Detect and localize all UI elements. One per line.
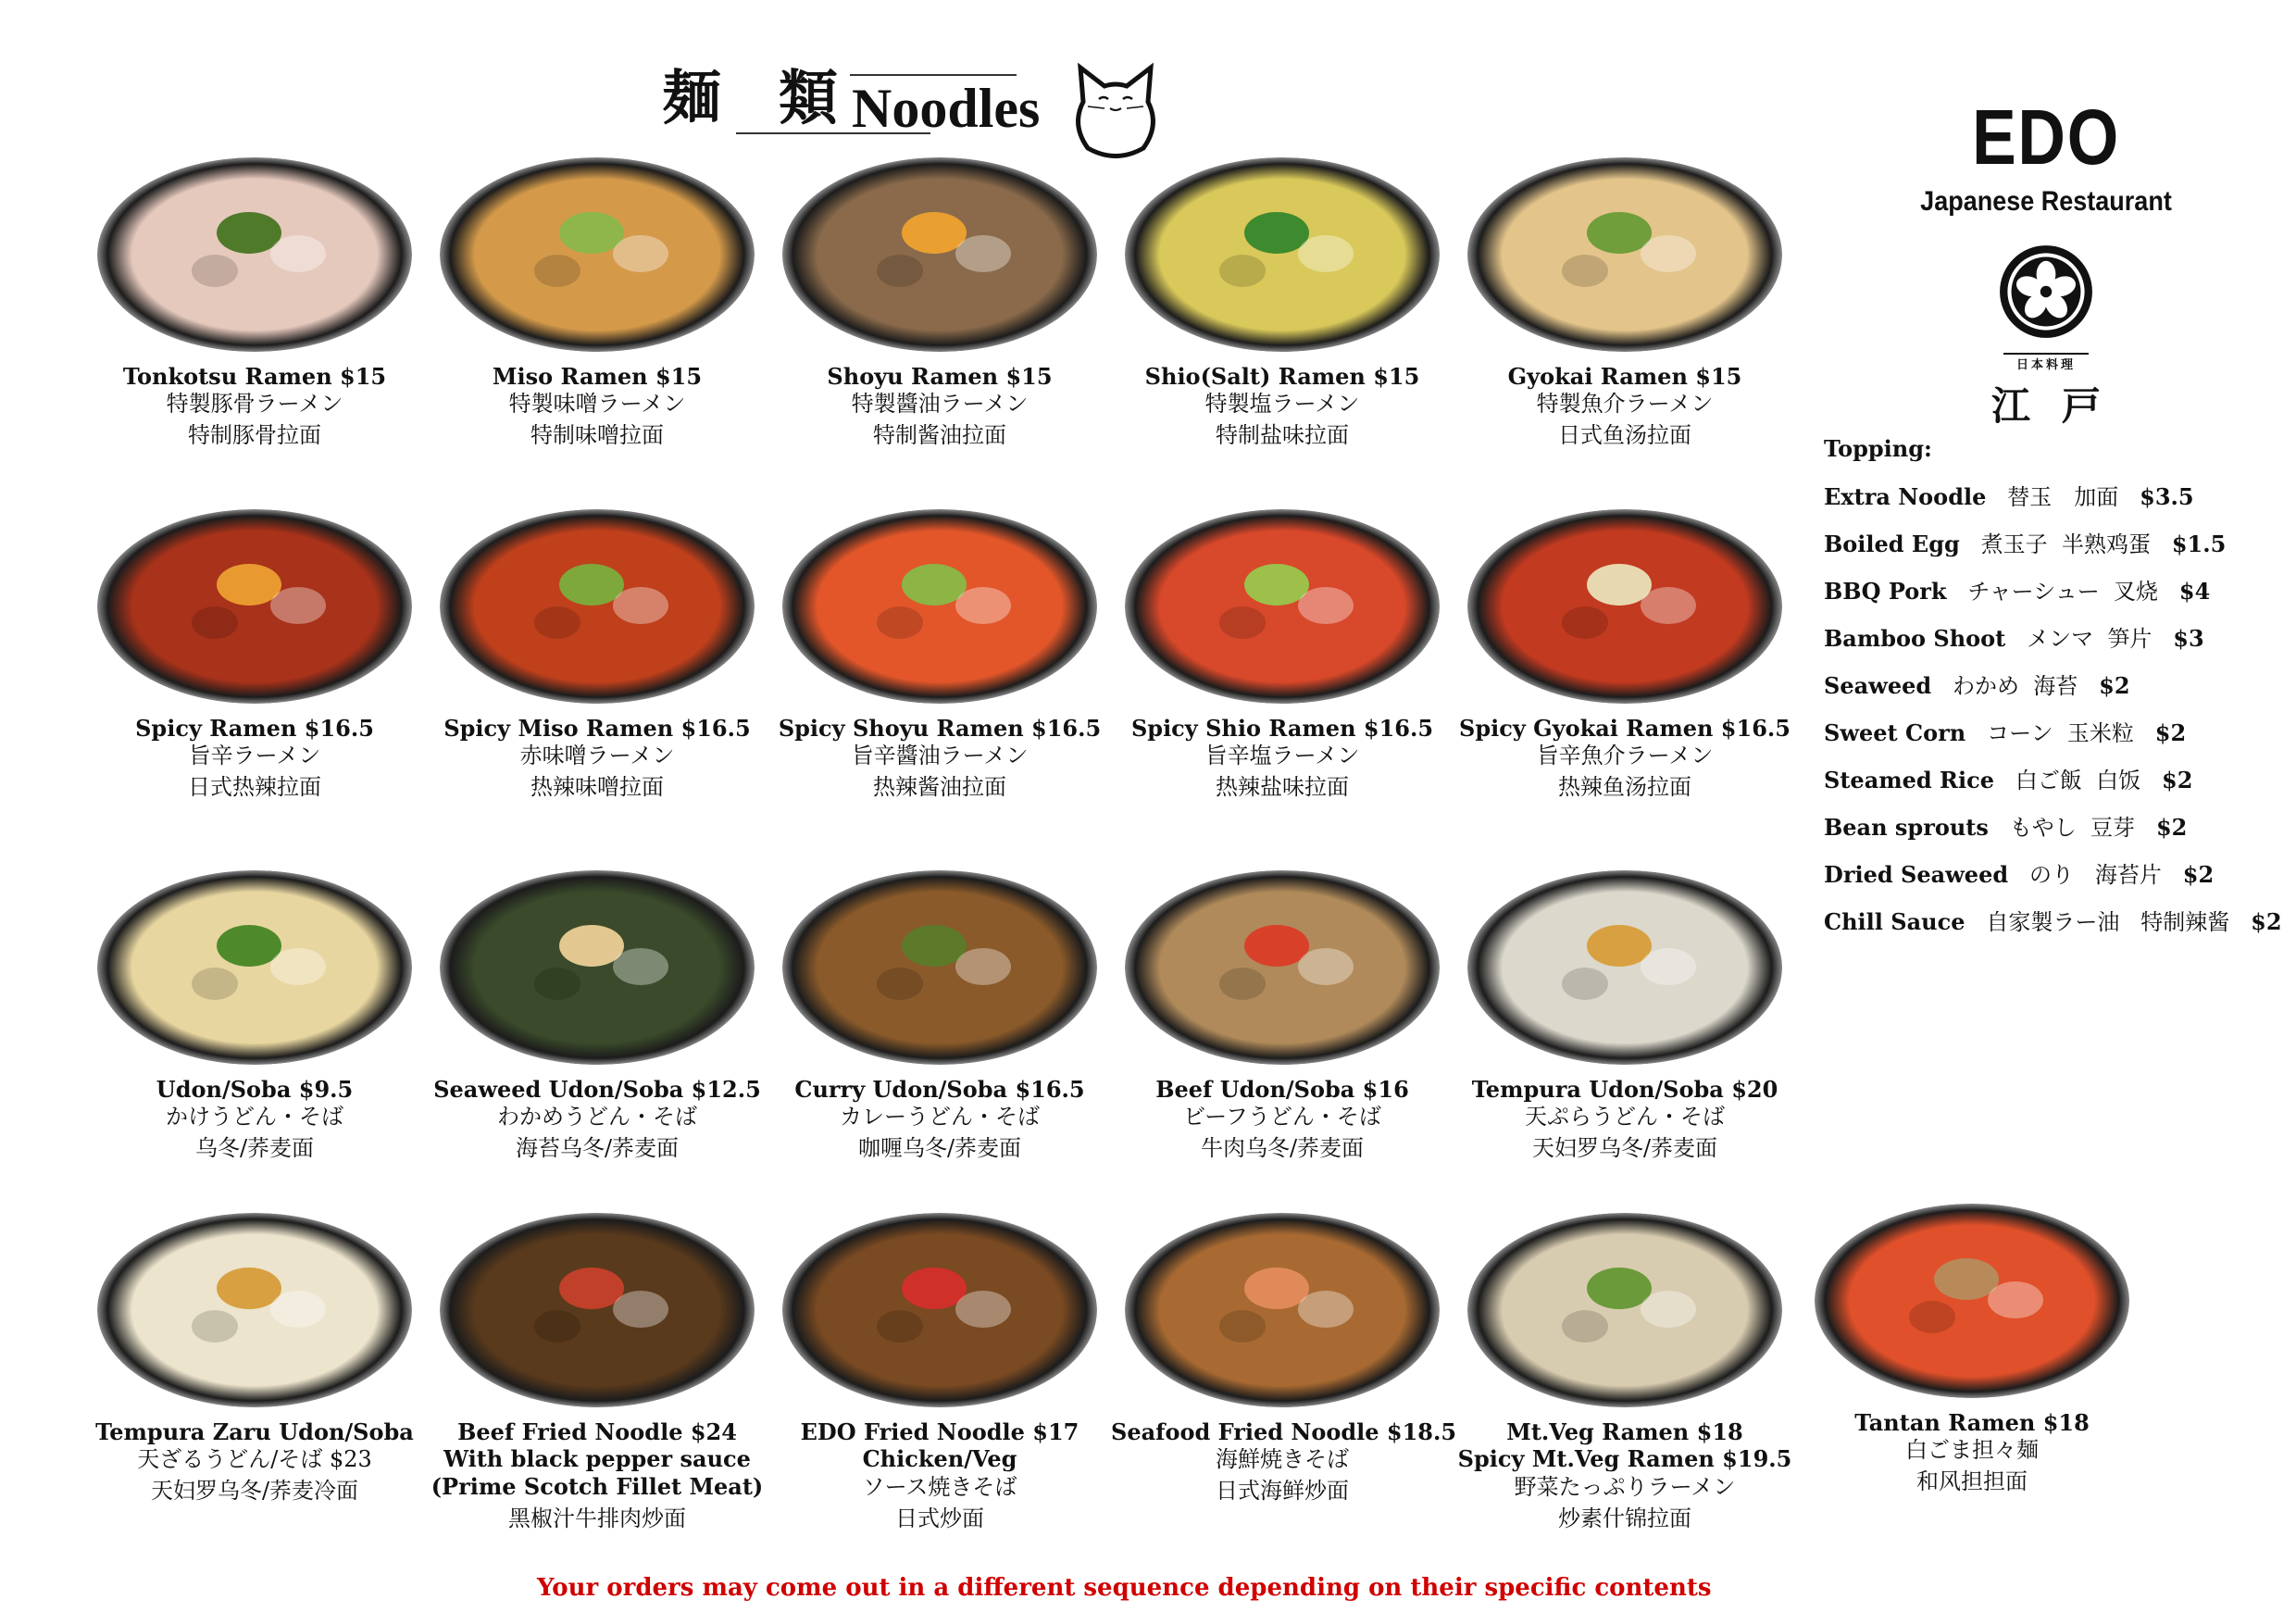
dish-description: わかめうどん・そば	[497, 1104, 697, 1130]
topping-name: Dried Seaweed	[1824, 861, 2009, 888]
topping-item	[1824, 573, 2287, 620]
dish-description: 白ごま担々麺	[1905, 1437, 2039, 1463]
topping-name: Sweet Corn	[1824, 719, 1966, 746]
dish-description: 日式海鲜炒面	[1216, 1478, 1349, 1504]
dish-name: Shio(Salt) Ramen $15	[1144, 363, 1420, 390]
header-kanji: 麺類	[662, 64, 895, 133]
dish-name: Miso Ramen $15	[492, 363, 703, 390]
toppings-list	[1824, 435, 2287, 951]
dish-name: Tempura Zaru Udon/Soba	[95, 1418, 414, 1445]
dish-description: 牛肉乌冬/荞麦面	[1200, 1135, 1365, 1161]
dish-name: Gyokai Ramen $15	[1507, 363, 1742, 390]
dish-description: 日式鱼汤拉面	[1558, 422, 1691, 448]
dish-card	[768, 509, 1111, 801]
header-rule-top	[850, 74, 1017, 76]
topping-jp-name: チャーシュー 叉烧	[1946, 579, 2179, 605]
dish-photo	[1467, 870, 1782, 1065]
dish-name: Spicy Shio Ramen $16.5	[1130, 715, 1434, 742]
menu-header	[648, 51, 1204, 162]
dish-card	[768, 870, 1111, 1162]
dish-card	[768, 157, 1111, 449]
topping-price: $3.5	[2140, 483, 2194, 510]
dish-name: Shoyu Ramen $15	[827, 363, 1053, 390]
topping-name: Steamed Rice	[1824, 767, 1994, 793]
dish-description: 特製醬油ラーメン	[851, 391, 1029, 417]
dish-name: Curry Udon/Soba $16.5	[794, 1076, 1085, 1103]
dish-photo	[1125, 1213, 1440, 1407]
topping-item	[1824, 668, 2287, 715]
topping-jp-name: 替玉 加面	[1986, 484, 2140, 510]
dish-card	[1454, 509, 1796, 801]
dish-description: 特製味噌ラーメン	[508, 391, 686, 417]
dish-card	[426, 1213, 768, 1532]
dish-photo	[1125, 870, 1440, 1065]
dish-name: Seaweed Udon/Soba $12.5	[433, 1076, 761, 1103]
topping-item	[1824, 479, 2287, 526]
dish-description: 特制盐味拉面	[1216, 422, 1349, 448]
topping-name: Bamboo Shoot	[1824, 625, 2006, 652]
dish-photo	[97, 870, 412, 1065]
dish-description: 日式热辣拉面	[188, 774, 321, 800]
dish-description: カレーうどん・そば	[840, 1104, 1040, 1130]
dish-card	[83, 870, 426, 1162]
topping-item	[1824, 620, 2287, 668]
header-rule-bottom	[736, 132, 930, 134]
dish-photo	[1815, 1204, 2129, 1398]
dish-description: 黑椒汁牛排肉炒面	[508, 1505, 686, 1531]
dish-description: 旨辛魚介ラーメン	[1536, 743, 1714, 768]
topping-price: $2	[2182, 861, 2215, 888]
dish-description: 天妇罗乌冬/荞麦冷面	[150, 1478, 359, 1504]
header-title: Noodles	[852, 78, 1041, 139]
dish-description: 天ぷらうどん・そば	[1525, 1104, 1725, 1130]
topping-price: $3	[2173, 625, 2204, 652]
dish-description: 特制酱油拉面	[873, 422, 1006, 448]
dish-photo	[782, 870, 1097, 1065]
topping-price: $2	[2162, 767, 2193, 793]
dish-name: Spicy Shoyu Ramen $16.5	[778, 715, 1102, 742]
dish-photo	[782, 157, 1097, 352]
dish-name: Udon/Soba $9.5	[156, 1076, 354, 1103]
dish-name: Spicy Gyokai Ramen $16.5	[1459, 715, 1791, 742]
restaurant-jp-name: 江戸	[1990, 383, 2132, 429]
cat-icon	[1069, 60, 1162, 162]
dish-name: Spicy Miso Ramen $16.5	[443, 715, 751, 742]
dish-description: With black pepper sauce	[443, 1445, 751, 1472]
dish-description: 特製魚介ラーメン	[1536, 391, 1714, 417]
dish-description: ソース焼きそば	[862, 1474, 1017, 1500]
restaurant-name: EDO	[1972, 94, 2120, 181]
dish-description: 特製塩ラーメン	[1204, 391, 1360, 417]
topping-item	[1824, 904, 2287, 951]
dish-photo	[1125, 157, 1440, 352]
topping-price: $1.5	[2171, 531, 2227, 557]
dish-name: Mt.Veg Ramen $18	[1506, 1418, 1743, 1445]
topping-jp-name: コーン 玉米粒	[1965, 720, 2155, 746]
dish-photo	[97, 157, 412, 352]
dish-description: Spicy Mt.Veg Ramen $19.5	[1457, 1445, 1792, 1472]
topping-jp-name: のり 海苔片	[2008, 862, 2183, 888]
dish-description: 野菜たっぷりラーメン	[1514, 1474, 1736, 1500]
dish-name: Tonkotsu Ramen $15	[122, 363, 387, 390]
dish-photo	[97, 509, 412, 704]
dish-description: 天妇罗乌冬/荞麦面	[1531, 1135, 1718, 1161]
restaurant-jp-small: 日本料理	[2003, 353, 2089, 372]
dish-card	[83, 509, 426, 801]
dish-description: かけうどん・そば	[166, 1104, 343, 1130]
dish-description: 咖喱乌冬/荞麦面	[857, 1135, 1022, 1161]
dish-name: Tempura Udon/Soba $20	[1471, 1076, 1778, 1103]
dish-description: (Prime Scotch Fillet Meat)	[430, 1473, 764, 1500]
dish-photo	[782, 509, 1097, 704]
dish-photo	[440, 870, 755, 1065]
dish-photo	[440, 509, 755, 704]
topping-jp-name: 煮玉子 半熟鸡蛋	[1959, 531, 2172, 557]
dish-card	[426, 870, 768, 1162]
sakura-crest-icon	[1998, 244, 2094, 340]
topping-price: $4	[2178, 578, 2211, 605]
dish-description: 炒素什锦拉面	[1558, 1505, 1691, 1531]
topping-price: $2	[2155, 814, 2188, 841]
dish-description: 海鮮焼きそば	[1216, 1446, 1349, 1472]
topping-name: Bean sprouts	[1824, 814, 1989, 841]
dish-card	[1454, 870, 1796, 1162]
dish-card	[1111, 1213, 1457, 1505]
dish-photo	[1125, 509, 1440, 704]
dish-photo	[1467, 1213, 1782, 1407]
topping-item	[1824, 809, 2287, 856]
topping-jp-name: わかめ 海苔	[1931, 673, 2100, 699]
dish-photo	[440, 157, 755, 352]
dish-card	[426, 157, 768, 449]
dish-card	[83, 1213, 426, 1505]
dish-card	[1801, 1204, 2143, 1495]
topping-jp-name: 自家製ラー油 特制辣酱	[1965, 909, 2252, 935]
toppings-heading: Topping:	[1824, 435, 1932, 462]
dish-description: 特製豚骨ラーメン	[166, 391, 343, 417]
dish-description: 热辣盐味拉面	[1216, 774, 1349, 800]
dish-card	[1454, 1213, 1796, 1532]
dish-name: Beef Fried Noodle $24	[457, 1418, 737, 1445]
dish-card	[768, 1213, 1111, 1532]
dish-name: Tantan Ramen $18	[1854, 1409, 2090, 1436]
dish-description: 和风担担面	[1916, 1468, 2028, 1494]
dish-description: 特制味噌拉面	[530, 422, 664, 448]
dish-name: EDO Fried Noodle $17	[800, 1418, 1079, 1445]
dish-description: 热辣酱油拉面	[873, 774, 1006, 800]
dish-card	[1111, 157, 1454, 449]
dish-card	[1454, 157, 1796, 449]
dish-photo	[97, 1213, 412, 1407]
topping-name: Seaweed	[1824, 672, 1932, 699]
dish-card	[426, 509, 768, 801]
dish-name: Seafood Fried Noodle $18.5	[1111, 1418, 1457, 1445]
restaurant-brand	[1861, 93, 2231, 431]
dish-card	[83, 157, 426, 449]
topping-name: Chill Sauce	[1824, 908, 1965, 935]
dish-description: 日式炒面	[895, 1505, 984, 1531]
dish-description: 天ざるうどん/そば $23	[137, 1446, 372, 1472]
dish-description: 热辣味噌拉面	[530, 774, 664, 800]
restaurant-subtitle: Japanese Restaurant	[1920, 186, 2172, 217]
dish-description: 乌冬/荞麦面	[194, 1135, 315, 1161]
dish-card	[1111, 509, 1454, 801]
topping-jp-name: もやし 豆芽	[1988, 815, 2156, 841]
topping-price: $2	[2154, 719, 2187, 746]
topping-item	[1824, 762, 2287, 809]
dish-photo	[440, 1213, 755, 1407]
topping-price: $2	[2099, 672, 2130, 699]
dish-description: 赤味噌ラーメン	[519, 743, 675, 768]
dish-name: Spicy Ramen $16.5	[135, 715, 374, 742]
dish-photo	[1467, 509, 1782, 704]
dish-description: 旨辛ラーメン	[188, 743, 321, 768]
topping-jp-name: 白ご飯 白饭	[1993, 768, 2163, 793]
topping-item	[1824, 715, 2287, 762]
dish-description: 特制豚骨拉面	[188, 422, 321, 448]
order-notice: Your orders may come out in a different sequence depending on their specific contents	[537, 1574, 1712, 1602]
topping-item	[1824, 856, 2287, 904]
dish-description: 旨辛醬油ラーメン	[851, 743, 1029, 768]
dish-description: ビーフうどん・そば	[1183, 1104, 1381, 1130]
topping-item	[1824, 526, 2287, 573]
dish-name: Beef Udon/Soba $16	[1155, 1076, 1409, 1103]
dish-photo	[782, 1213, 1097, 1407]
topping-name: Boiled Egg	[1824, 531, 1960, 557]
dish-description: Chicken/Veg	[862, 1445, 1017, 1472]
dish-card	[1111, 870, 1454, 1162]
topping-name: Extra Noodle	[1824, 483, 1987, 510]
dish-description: 海苔乌冬/荞麦面	[515, 1135, 680, 1161]
dish-description: 旨辛塩ラーメン	[1204, 743, 1360, 768]
topping-name: BBQ Pork	[1824, 578, 1947, 605]
dish-description: 热辣鱼汤拉面	[1558, 774, 1691, 800]
dish-photo	[1467, 157, 1782, 352]
topping-jp-name: メンマ 笋片	[2005, 626, 2174, 652]
topping-price: $2	[2251, 908, 2282, 935]
